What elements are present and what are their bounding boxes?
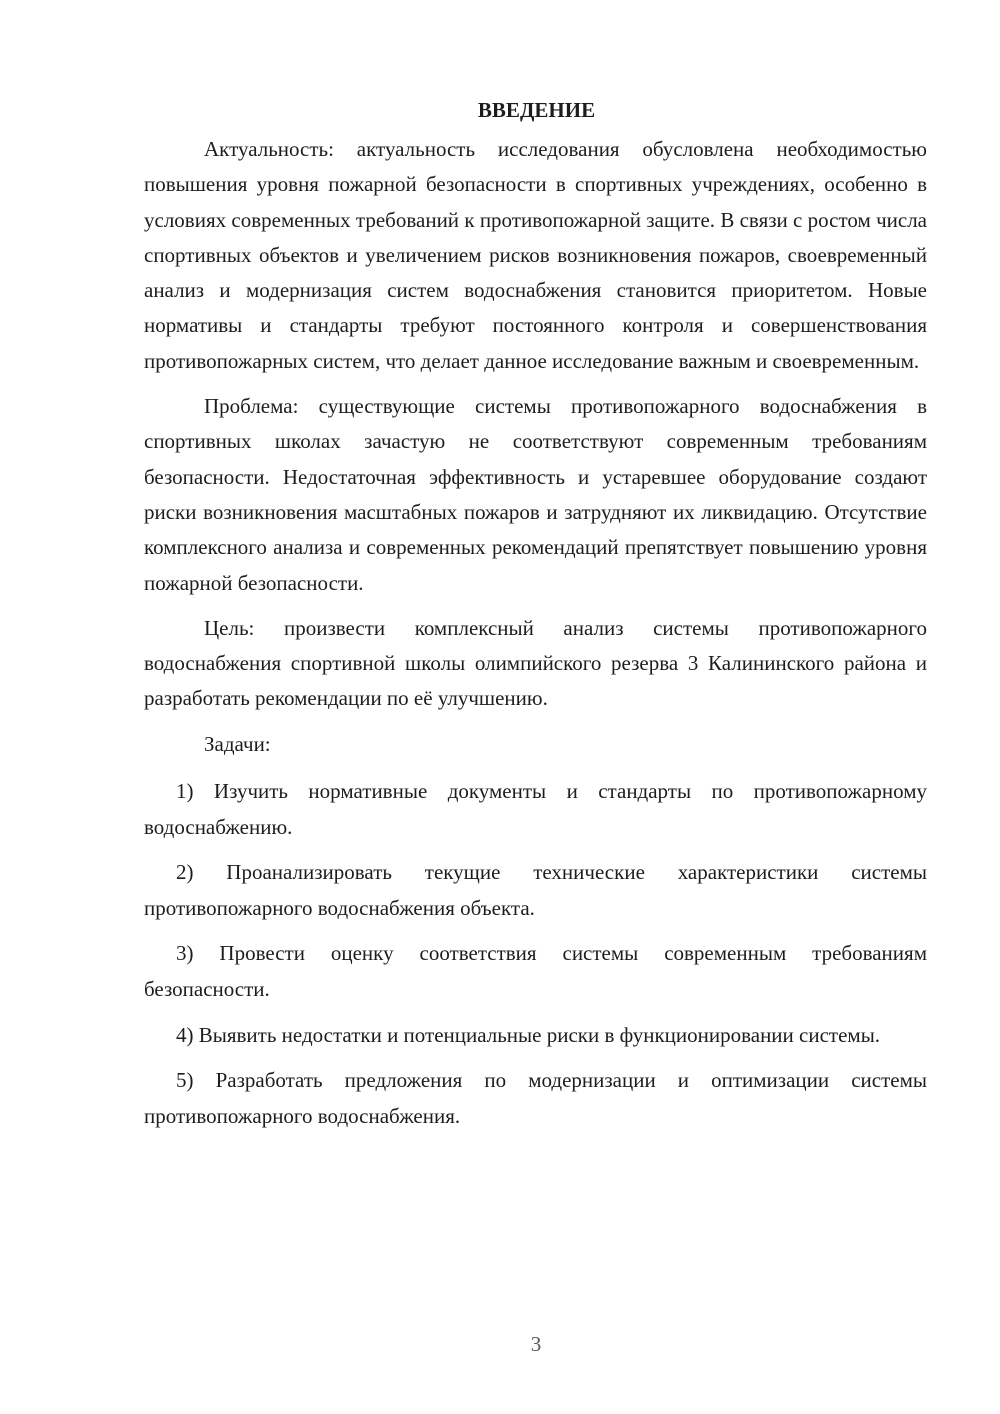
goal-paragraph: Цель: произвести комплексный анализ системы противопожарного водоснабжения спортивной школы олимпийского резерва 3 Калининского района и разработать рекомендации по её улучшению. <box>144 615 927 711</box>
tasks-heading: Задачи: <box>204 731 271 756</box>
section-title: ВВЕДЕНИЕ <box>477 98 596 122</box>
task-item: 4) Выявить недостатки и потенциальные риски в функционировании системы. <box>176 1022 881 1047</box>
relevance-paragraph: Актуальность: актуальность исследования обусловлена необходимостью повышения уровня пожарной безопасности в спортивных учреждениях, особенно в условиях современных требований к противопожарной защите. В связи с ростом числа спортивных объектов и увеличением рисков возникновения пожаров, своевременный анализ и модернизация систем водоснабжения становится приоритетом. Новые нормативы и стандарты требуют постоянного контроля и совершенствования противопожарных систем, что делает данное исследование важным и своевременным. <box>144 137 927 373</box>
task-item: 3) Провести оценку соответствия системы современным требованиям безопасности. <box>144 941 927 1002</box>
problem-paragraph: Проблема: существующие системы противопожарного водоснабжения в спортивных школах зачастую не соответствуют современным требованиям безопасности. Недостаточная эффективность и устаревшее оборудование создают риски возникновения масштабных пожаров и затрудняют их ликвидацию. Отсутствие комплексного анализа и современных рекомендаций препятствует повышению уровня пожарной безопасности. <box>144 394 927 595</box>
task-item: 2) Проанализировать текущие технические характеристики системы противопожарного водоснабжения объекта. <box>144 860 927 920</box>
task-item: 1) Изучить нормативные документы и стандарты по противопожарному водоснабжению. <box>144 779 927 839</box>
task-item: 5) Разработать предложения по модернизации и оптимизации системы противопожарного водоснабжения. <box>144 1068 927 1128</box>
page-content <box>144 94 927 1134</box>
page-number: 3 <box>530 1332 542 1356</box>
